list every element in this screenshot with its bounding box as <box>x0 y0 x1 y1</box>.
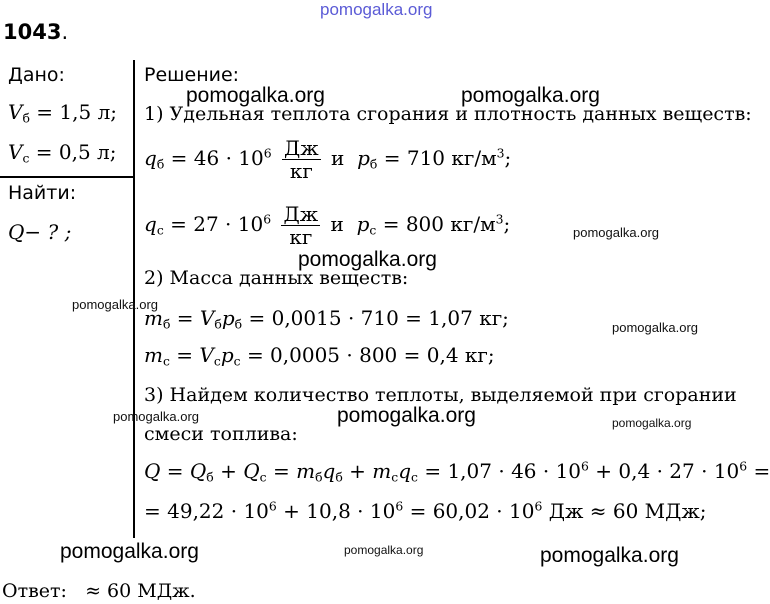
m-b-formula: $m_б = V_бp_б = 0,0015 \cdot 710 = 1,07$ кг; <box>144 306 509 332</box>
watermark: pomogalka.org <box>337 404 476 427</box>
watermark: pomogalka.org <box>72 297 158 312</box>
m-c-formula: $m_с = V_сp_с = 0,0005 \cdot 800 = 0,4$ кг; <box>144 343 495 369</box>
problem-number: 1043. <box>3 20 69 44</box>
given-v-c: $V_с = 0,5$ л; <box>8 140 117 166</box>
given-header: Дано: <box>8 64 65 86</box>
watermark: pomogalka.org <box>612 416 692 430</box>
step3-text-b: смеси топлива: <box>144 423 298 445</box>
watermark: pomogalka.org <box>113 409 199 424</box>
watermark: pomogalka.org <box>186 84 325 107</box>
watermark: pomogalka.org <box>540 544 679 567</box>
solution-header: Решение: <box>144 64 240 86</box>
step2-text: 2) Масса данных веществ: <box>144 267 409 289</box>
answer-value: ≈ 60 МДж. <box>85 580 196 602</box>
watermark: pomogalka.org <box>612 320 698 335</box>
q-c-formula: $q_с = 27 \cdot 10^6$ $\frac{Дж}{кг}$ и $p_с = 800$ $кг/м^3$; <box>144 202 511 249</box>
find-q: Q− ? ; <box>8 220 72 244</box>
answer-label: Ответ: <box>2 580 67 602</box>
q-b-formula: $q_б = 46 \cdot 10^6$ $\frac{Дж}{кг}$ и $p_б = 710$ $кг/м^3$; <box>144 136 512 183</box>
find-header: Найти: <box>8 182 77 204</box>
watermark: pomogalka.org <box>344 543 424 557</box>
watermark: pomogalka.org <box>60 540 199 563</box>
watermark: pomogalka.org <box>461 84 600 107</box>
given-find-divider <box>0 176 134 178</box>
q-result: = $49,22 \cdot 10^6 + 10,8 \cdot 10^6 = 60,02 \cdot 10^6$ Дж ≈ 60 МДж; <box>144 498 707 523</box>
given-v-b: $V_б = 1,5$ л; <box>8 100 118 126</box>
step1-text: 1) Удельная теплота сгорания и плотность данных веществ: <box>144 103 752 125</box>
answer-line <box>2 580 196 602</box>
watermark: pomogalka.org <box>298 248 437 271</box>
watermark-top: pomogalka.org <box>320 0 433 19</box>
q-total-formula: $Q = Q_б + Q_с = m_бq_б + m_сq_с = 1,07 \cdot 46 \cdot 10^6 + 0,4 \cdot 27 \cdot 10^6$ = <box>144 458 770 485</box>
step3-text-a: 3) Найдем количество теплоты, выделяемой при сгорании <box>144 384 737 406</box>
watermark: pomogalka.org <box>573 225 659 240</box>
